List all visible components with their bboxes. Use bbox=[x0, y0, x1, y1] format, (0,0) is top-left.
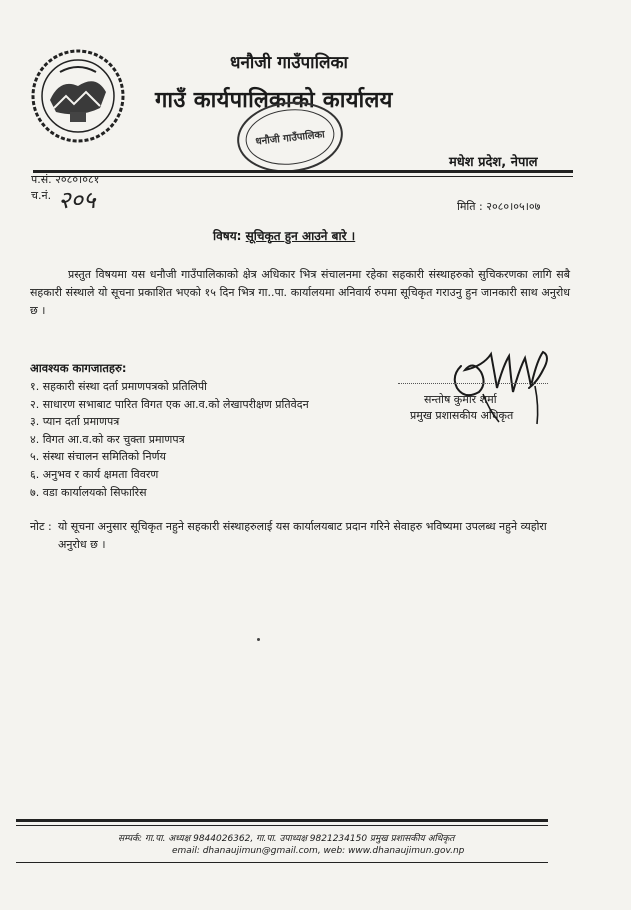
office-stamp bbox=[232, 95, 347, 180]
signatory-title: प्रमुख प्रशासकीय अधिकृत bbox=[410, 409, 514, 422]
dispatch-label: च.नं. bbox=[31, 189, 52, 202]
footer-bottom-line bbox=[16, 862, 548, 863]
requirement-item: ४. विगत आ.व.को कर चुक्ता प्रमाणपत्र bbox=[30, 432, 185, 446]
body-paragraph: प्रस्तुत विषयमा यस धनौजी गाउँपालिकाको क्षेत्र अधिकार भित्र संचालनमा रहेका सहकारी संस्थाहरुको सुचिकरणका लागि सबै सहकारी संस्थाले यो सूचना प्रकाशित भएको १५ दिन भित्र गा..पा. कार्यालयमा अनिवार्य रुपमा सूचिकृत गराउनु हुन जानकारी साथ अनुरोध छ । bbox=[30, 268, 570, 317]
note-text: यो सूचना अनुसार सूचिकृत नहुने सहकारी संस्थाहरुलाई यस कार्यालयबाट प्रदान गरिने सेवाहरु भविष्यमा उपलब्ध नहुने व्यहोरा अनुरोध छ । bbox=[58, 520, 547, 551]
signatory-name: सन्तोष कुमार शर्मा bbox=[424, 393, 497, 406]
requirement-item: ६. अनुभव र कार्य क्षमता विवरण bbox=[30, 467, 159, 481]
header-divider bbox=[33, 170, 573, 173]
svg-text:धनौजी गाउँपालिका: धनौजी गाउँपालिका bbox=[255, 129, 326, 148]
requirement-item: ७. वडा कार्यालयको सिफारिस bbox=[30, 485, 147, 499]
municipality-emblem-logo bbox=[30, 48, 126, 144]
note-label: नोट : bbox=[30, 520, 52, 533]
header-divider-thin bbox=[33, 176, 573, 177]
reference-number: प.सं. २०८०।०८१ bbox=[31, 173, 100, 186]
signature-line bbox=[398, 383, 548, 384]
dispatch-number-handwritten: २०५ bbox=[58, 186, 96, 214]
subject-label: विषय: bbox=[213, 229, 242, 243]
footer-web: email: dhanaujimun@gmail.com, web: www.dhanaujimun.gov.np bbox=[172, 846, 465, 856]
organization-name: धनौजी गाउँपालिका bbox=[230, 53, 348, 73]
requirement-item: २. साधारण सभाबाट पारित विगत एक आ.व.को लेखापरीक्षण प्रतिवेदन bbox=[30, 397, 309, 411]
office-name: गाउँ कार्यपालिकाको कार्यालय bbox=[155, 88, 393, 113]
subject-line bbox=[213, 227, 355, 244]
office-address: मधेश प्रदेश, नेपाल bbox=[449, 155, 538, 170]
subject-text: सूचिकृत हुन आउने बारे । bbox=[245, 229, 356, 243]
requirement-item: १. सहकारी संस्था दर्ता प्रमाणपत्रको प्रतिलिपी bbox=[30, 380, 207, 393]
footer-contact: सम्पर्क: गा.पा. अध्यक्ष 9844026362, गा.पा. उपाध्यक्ष 9821234150 प्रमुख प्रशासकीय अधिकृत bbox=[118, 834, 455, 844]
requirements-list bbox=[30, 378, 309, 501]
footer-divider-thin bbox=[16, 825, 548, 826]
letter-date: मिति : २०८०।०५।०७ bbox=[457, 200, 541, 213]
footer-divider bbox=[16, 819, 548, 822]
requirement-item: ३. प्यान दर्ता प्रमाणपत्र bbox=[30, 415, 120, 429]
requirement-item: ५. संस्था संचालन समितिको निर्णय bbox=[30, 450, 166, 464]
requirements-title: आवश्यक कागजातहरु: bbox=[30, 361, 127, 375]
speck bbox=[257, 638, 260, 641]
